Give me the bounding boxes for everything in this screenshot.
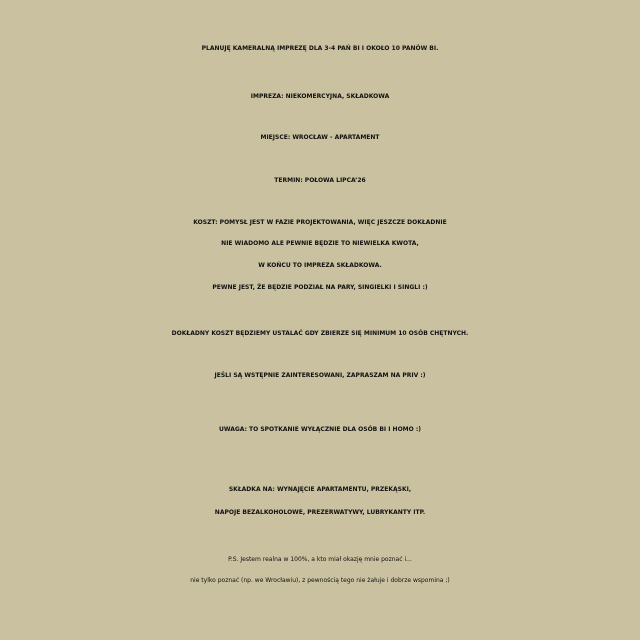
place-line: MIEJSCE: WROCŁAW - APARTAMENT	[260, 134, 380, 141]
fee-line-2: NAPOJE BEZALKOHOLOWE, PREZERWATYWY, LUBRYKANTY ITP.	[214, 509, 426, 516]
ps-line-2: nie tylko poznać (np. we Wrocławiu), z pewnością tego nie żałuje i dobrze wspomina ;)	[190, 577, 450, 584]
fee-line-1: SKŁADKA NA: WYNAJĘCIE APARTAMENTU, PRZEKĄSKI,	[228, 486, 412, 493]
cost-line-2: NIE WIADOMO ALE PEWNIE BĘDZIE TO NIEWIELKA KWOTA,	[221, 240, 419, 247]
warning-headline: UWAGA: TO SPOTKANIE WYŁĄCZNIE DLA OSÓB BI I HOMO :)	[219, 426, 421, 433]
cost-line-4: PEWNE JEST, ŻE BĘDZIE PODZIAŁ NA PARY, SINGIELKI I SINGLI :)	[212, 284, 428, 291]
cost-line-3: W KOŃCU TO IMPREZA SKŁADKOWA.	[258, 262, 382, 269]
invite-line: JEŚLI SĄ WSTĘPNIE ZAINTERESOWANI, ZAPRASZAM NA PRIV :)	[214, 372, 426, 379]
event-type-line: IMPREZA: NIEKOMERCYJNA, SKŁADKOWA	[250, 93, 390, 100]
cost-note-line: DOKŁADNY KOSZT BĘDZIEMY USTALAĆ GDY ZBIERZE SIĘ MINIMUM 10 OSÓB CHĘTNYCH.	[171, 330, 469, 337]
cost-line-1: KOSZT: POMYSŁ JEST W FAZIE PROJEKTOWANIA, WIĘC JESZCZE DOKŁADNIE	[193, 219, 447, 226]
ps-line-1: P.S. Jestem realna w 100%, a kto miał okazję mnie poznać i...	[228, 556, 412, 563]
intro-line: PLANUJĘ KAMERALNĄ IMPREZĘ DLA 3-4 PAŃ BI I OKOŁO 10 PANÓW BI.	[201, 45, 439, 52]
date-line: TERMIN: POŁOWA LIPCA’26	[274, 177, 366, 184]
